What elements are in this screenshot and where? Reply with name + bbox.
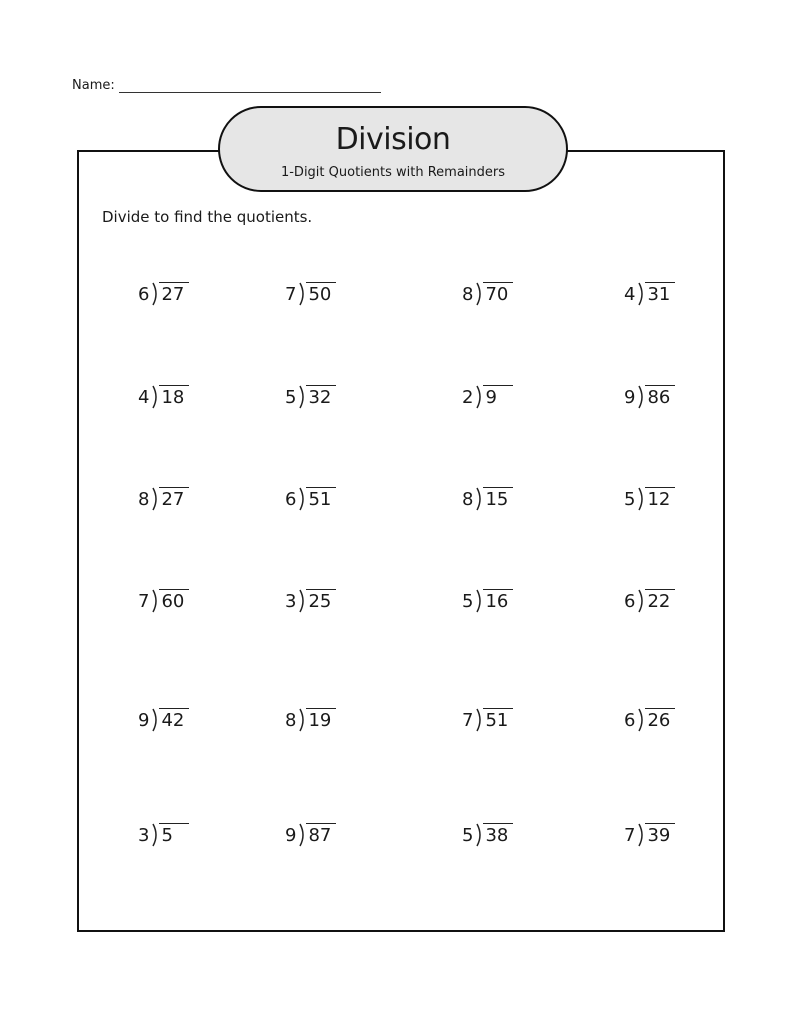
- dividend: 9: [483, 385, 513, 409]
- dividend: 19: [306, 708, 336, 732]
- dividend: 86: [645, 385, 675, 409]
- division-bracket-icon: [151, 385, 159, 409]
- worksheet-title: Division: [335, 122, 451, 157]
- division-problem[interactable]: [138, 710, 189, 732]
- divisor: 2: [462, 387, 474, 408]
- division-bracket-icon: [475, 589, 483, 613]
- dividend: 16: [483, 589, 513, 613]
- divisor: 6: [624, 591, 636, 612]
- division-bracket-icon: [475, 385, 483, 409]
- dividend: 26: [645, 708, 675, 732]
- name-input-line[interactable]: [119, 80, 381, 93]
- division-bracket-icon: [637, 385, 645, 409]
- division-problem[interactable]: [624, 284, 675, 306]
- dividend: 87: [306, 823, 336, 847]
- divisor: 9: [138, 710, 150, 731]
- division-bracket-icon: [298, 282, 306, 306]
- division-bracket-icon: [637, 823, 645, 847]
- divisor: 5: [462, 591, 474, 612]
- division-bracket-icon: [151, 282, 159, 306]
- divisor: 8: [138, 489, 150, 510]
- division-problem[interactable]: [462, 591, 513, 613]
- dividend: 27: [159, 487, 189, 511]
- division-problem[interactable]: [462, 710, 513, 732]
- divisor: 7: [138, 591, 150, 612]
- dividend: 15: [483, 487, 513, 511]
- divisor: 5: [462, 825, 474, 846]
- division-bracket-icon: [475, 282, 483, 306]
- dividend: 25: [306, 589, 336, 613]
- division-bracket-icon: [475, 487, 483, 511]
- divisor: 8: [462, 489, 474, 510]
- division-bracket-icon: [475, 823, 483, 847]
- division-problem[interactable]: [624, 387, 675, 409]
- division-problem[interactable]: [285, 591, 336, 613]
- division-problem[interactable]: [285, 825, 336, 847]
- division-problem[interactable]: [138, 387, 189, 409]
- worksheet-frame: [77, 150, 725, 932]
- division-problem[interactable]: [285, 489, 336, 511]
- dividend: 51: [306, 487, 336, 511]
- division-problem[interactable]: [462, 284, 513, 306]
- divisor: 8: [462, 284, 474, 305]
- divisor: 5: [285, 387, 297, 408]
- division-bracket-icon: [298, 487, 306, 511]
- division-problem[interactable]: [138, 284, 189, 306]
- division-bracket-icon: [475, 708, 483, 732]
- divisor: 8: [285, 710, 297, 731]
- division-problem[interactable]: [624, 825, 675, 847]
- dividend: 38: [483, 823, 513, 847]
- divisor: 9: [285, 825, 297, 846]
- division-bracket-icon: [637, 487, 645, 511]
- divisor: 6: [285, 489, 297, 510]
- dividend: 60: [159, 589, 189, 613]
- division-bracket-icon: [637, 708, 645, 732]
- division-bracket-icon: [151, 589, 159, 613]
- division-problem[interactable]: [624, 489, 675, 511]
- divisor: 6: [138, 284, 150, 305]
- division-bracket-icon: [151, 823, 159, 847]
- division-problem[interactable]: [285, 387, 336, 409]
- divisor: 7: [624, 825, 636, 846]
- division-bracket-icon: [298, 385, 306, 409]
- division-problem[interactable]: [138, 591, 189, 613]
- divisor: 3: [285, 591, 297, 612]
- dividend: 50: [306, 282, 336, 306]
- division-bracket-icon: [637, 282, 645, 306]
- division-bracket-icon: [637, 589, 645, 613]
- dividend: 32: [306, 385, 336, 409]
- dividend: 42: [159, 708, 189, 732]
- division-bracket-icon: [151, 487, 159, 511]
- instructions-text: Divide to find the quotients.: [102, 208, 313, 226]
- divisor: 4: [624, 284, 636, 305]
- division-problem[interactable]: [462, 825, 513, 847]
- dividend: 39: [645, 823, 675, 847]
- division-problem[interactable]: [462, 489, 513, 511]
- division-problem[interactable]: [138, 489, 189, 511]
- division-problem[interactable]: [285, 284, 336, 306]
- divisor: 7: [285, 284, 297, 305]
- dividend: 70: [483, 282, 513, 306]
- divisor: 6: [624, 710, 636, 731]
- division-bracket-icon: [298, 823, 306, 847]
- dividend: 22: [645, 589, 675, 613]
- division-problem[interactable]: [624, 710, 675, 732]
- division-problem[interactable]: [138, 825, 189, 847]
- divisor: 7: [462, 710, 474, 731]
- division-bracket-icon: [151, 708, 159, 732]
- dividend: 5: [159, 823, 189, 847]
- worksheet-subtitle: 1-Digit Quotients with Remainders: [280, 165, 506, 180]
- divisor: 5: [624, 489, 636, 510]
- title-banner: [218, 106, 568, 192]
- division-problem[interactable]: [285, 710, 336, 732]
- divisor: 4: [138, 387, 150, 408]
- division-bracket-icon: [298, 589, 306, 613]
- division-problem[interactable]: [624, 591, 675, 613]
- dividend: 31: [645, 282, 675, 306]
- name-label: Name:: [72, 78, 115, 93]
- dividend: 51: [483, 708, 513, 732]
- divisor: 3: [138, 825, 150, 846]
- division-problem[interactable]: [462, 387, 513, 409]
- dividend: 18: [159, 385, 189, 409]
- name-field-row: [72, 78, 381, 93]
- dividend: 12: [645, 487, 675, 511]
- division-bracket-icon: [298, 708, 306, 732]
- dividend: 27: [159, 282, 189, 306]
- divisor: 9: [624, 387, 636, 408]
